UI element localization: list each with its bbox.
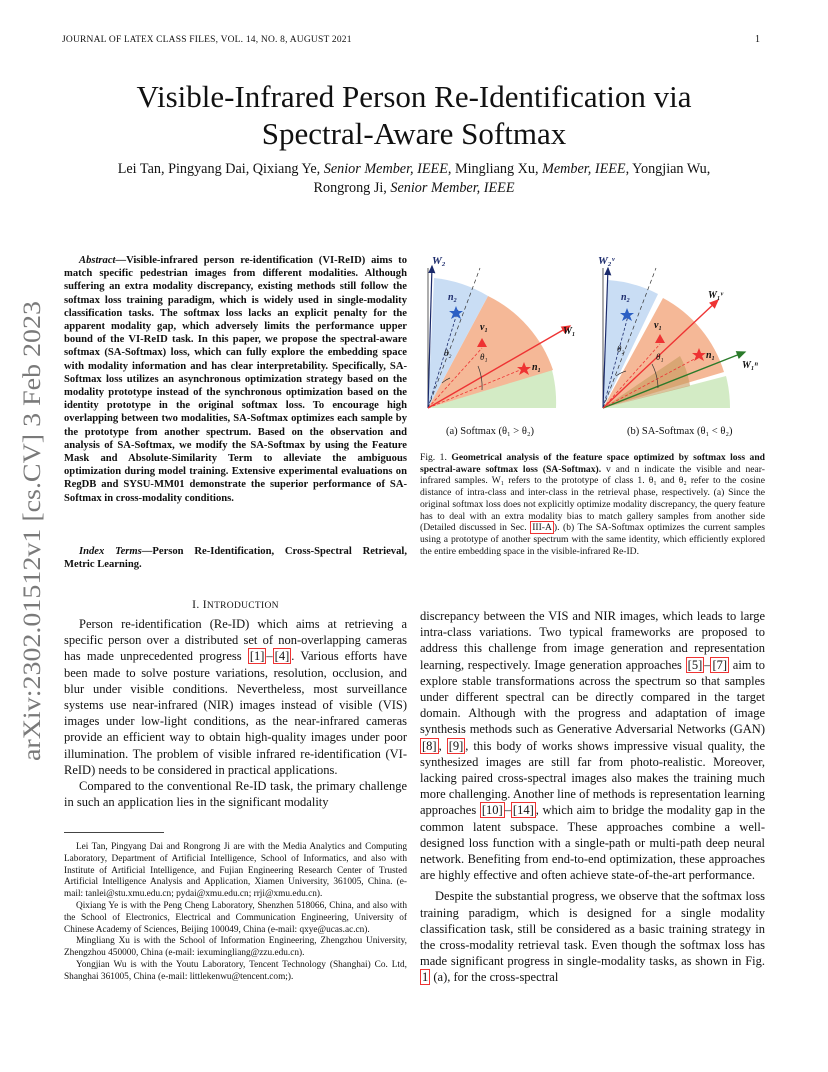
page-number: 1 — [755, 34, 760, 45]
author-role-3: Senior Member, IEEE — [390, 180, 515, 196]
abstract-label: Abstract — [79, 255, 116, 266]
paragraph: Compared to the conventional Re-ID task, the primary challenge in such an application lies in the significant modality — [64, 779, 407, 810]
latex-logo: LATEX — [124, 34, 154, 44]
paragraph: Person re-identification (Re-ID) which aims at retrieving a specific person over a distributed set of non-overlapping cameras has made unprecedented progress [1] – [4] . Various efforts have been made to solve posture variations, resolution, occlusion, and blur under visible conditions. Nevertheless, most surveillance systems use near-infrared (NIR) images instead of visible (VIS) images under low-light conditions, as the near-infrared cameras provide an efficient way to obtain high-quality images under poor illumination. The problem of visible infrared re-identification (VI-ReID) needs to be considered in practical applications. — [64, 617, 407, 777]
label-v1-b: v₁ — [654, 320, 662, 331]
label-n2-a: n₂ — [448, 292, 458, 303]
author-role-2: Member, IEEE — [542, 161, 626, 177]
label-W1n-b: W₁ⁿ — [742, 360, 758, 371]
figure-caption: Fig. 1. Geometrical analysis of the feature space optimized by softmax loss and spectral-aware softmax loss (SA-Softmax). v and n indicate the visible and near-infrared samples. W₁ refers to the prototype of class 1. θ₁ and θ₂ refer to the cosine distance of intra-class and inter-class in the retrieval phase, respectively. (a) Since the original softmax loss does not explicitly optimize modality discrepancy, the query feature has to deal with an extra modality bias to match gallery samples from another side (Detailed discussed in Sec. III-A ). (b) The SA-Softmax optimizes the current samples using a prototype of another spectrum with the same identity, which efficiently explored the entire embedding space in the visible-infrared Re-ID. — [420, 452, 766, 557]
running-header: JOURNAL OF LATEX CLASS FILES, VOL. 14, NO. 8, AUGUST 2021 — [62, 34, 352, 45]
label-n2-b: n₂ — [621, 292, 631, 303]
section-ref-link[interactable]: III-A — [532, 522, 552, 534]
subfigure-b-label: (b) SA-Softmax (θ₁ < θ₂) — [627, 426, 733, 437]
caption-bold: Geometrical analysis of the feature space optimized by softmax loss and spectral-aware softmax loss (SA-Softmax). — [420, 452, 766, 475]
author-role-1: Senior Member, IEEE — [323, 161, 448, 177]
authors-part-2: , Mingliang Xu, — [447, 161, 539, 177]
label-theta1-b: θ₁ — [656, 352, 664, 362]
title-line-1: Visible-Infrared Person Re-Identification via — [136, 79, 692, 114]
subfigure-b — [598, 255, 758, 408]
footnote: Qixiang Ye is with the Peng Cheng Laboratory, Shenzhen 518066, China, and also with the School of Electronics, Electrical and Communication Engineering, University of Chinese Academy of Sciences, Beijing 100049, China (e-mail: qxye@ucas.ac.cn). — [64, 900, 407, 935]
footnote: Mingliang Xu is with the School of Information Engineering, Zhengzhou University, Zhengzhou 450000, China (e-mail: iexumingliang@zzu.edu.cn). — [64, 936, 407, 959]
citation-link[interactable]: [5] — [687, 657, 703, 672]
label-W1v-b: W₁ᵛ — [708, 290, 723, 301]
label-n1-b: n₁ — [706, 350, 716, 361]
label-theta2-b: θ₂ — [617, 344, 625, 354]
paragraph: discrepancy between the VIS and NIR images, which leads to large intra-class variations. Two typical frameworks are proposed to address this challenge from image generation and representation learning, respectively. Image generation approaches [5] – [7] aim to explore stable transformations across the spectrum so that samples under different spectral can be directly compared in the target domain. Although with the progress and adaptation of image synthesis methods such as Generative Adversarial Networks (GAN) [8] , [9] , this body of works shows impressive visual quality, the synthesized images are still far from photo-realistic. Moreover, lacking paired cross-spectral images also makes the training much more challenging. Another line of methods is representation learning approaches [10] – [14] , which aim to bridge the modality gap in the common latent subspace. These approaches combine a well-designed loss function with a single-path or multi-path deep neural network. Benefiting from end-to-end optimization, these approaches are highly effective and often achieve state-of-the-art performance. — [420, 609, 765, 883]
paragraph: Despite the substantial progress, we observe that the softmax loss training paradigm, which is designed for a single modality classification task, still be considered as a basic training strategy in the cross-modality retrieval task. Even though the softmax loss has made significant progress in single-modality tasks, as shown in Fig. 1 (a), for the cross-spectral — [420, 889, 765, 985]
arxiv-stamp — [10, 295, 50, 765]
paper-title — [62, 78, 766, 152]
footnote-rule — [64, 832, 164, 833]
citation-link[interactable]: [1] — [249, 649, 265, 664]
figure-ref-link[interactable]: 1 — [422, 970, 429, 985]
footnotes — [64, 842, 407, 984]
label-W2-a: W₂ — [432, 255, 446, 267]
body-left-column — [64, 616, 407, 810]
subfigure-a — [428, 255, 575, 408]
citation-link[interactable]: [10] — [481, 803, 503, 818]
footnote: Yongjian Wu is with the Youtu Laboratory, Tencent Technology (Shanghai) Co. Ltd, Shanghai 361005, China (e-mail: littlekenwu@tencent.com;). — [64, 959, 407, 982]
author-list — [62, 160, 766, 198]
figure-1-diagram — [420, 248, 765, 448]
label-theta2-a: θ₂ — [444, 348, 452, 358]
citation-link[interactable]: [14] — [512, 803, 534, 818]
label-theta1-a: θ₁ — [480, 352, 488, 362]
index-terms — [64, 545, 407, 571]
label-W2v-b: W₂ᵛ — [598, 255, 615, 267]
abstract — [64, 254, 407, 505]
index-terms-label: Index Terms — [79, 546, 142, 557]
abstract-text: —Visible-infrared person re-identification (VI-ReID) aims to match specific pedestrian images from different modalities. Although suffering an extra modality discrepancy, existing methods still follow the softmax loss training paradigm, which is widely used in single-modality classification tasks. The softmax loss lacks an explicit penalty for the apparent modality gap, which adversely limits the performance upper bound of the VI-ReID task. In this paper, we propose the spectral-aware softmax (SA-Softmax) loss, which can fully explore the embedding space with modality information and has clear interpretability. Specifically, SA-Softmax loss utilizes an asynchronous optimization strategy based on the modality prototype instead of the synchronous optimization based on the identity prototype in the original softmax loss. To encourage high overlapping between two modalities, SA-Softmax optimizes each sample by the prototype from another spectrum. Based on the observation and analysis of SA-Softmax, we modify the SA-Softmax by using the Feature Mask and Absolute-Similarity Term to alleviate the ambiguous optimization during model training. Extensive experimental evaluations on RegDB and SYSU-MM01 demonstrate the superior performance of SA-Softmax in cross-modality conditions. — [64, 255, 407, 504]
arxiv-stamp-text: arXiv:2302.01512v1 [cs.CV] 3 Feb 2023 — [17, 341, 46, 761]
label-v1-a: v₁ — [480, 322, 488, 333]
figure-1 — [420, 248, 765, 448]
subfigure-a-label: (a) Softmax (θ₁ > θ₂) — [446, 426, 535, 437]
authors-part-1: Lei Tan, Pingyang Dai, Qixiang Ye, — [117, 161, 321, 177]
index-terms-text: —Person Re-Identification, Cross-Spectral Retrieval, Metric Learning. — [64, 546, 407, 571]
authors-part-4: Rongrong Ji, — [313, 180, 387, 196]
label-W1-a: W₁ — [563, 326, 576, 337]
citation-link[interactable]: [9] — [448, 738, 464, 753]
body-right-column — [420, 608, 765, 986]
footnote: Lei Tan, Pingyang Dai and Rongrong Ji are with the Media Analytics and Computing Laboratory, Department of Artificial Intelligence, School of Informatics, and also with Institute of Artificial Intelligence, and Fujian Engineering Research Center of Trusted Artificial Intelligence Analysis and Application, Xiamen University, 361005, China. (e-mail: tanlei@stu.xmu.edu.cn; pydai@xmu.edu.cn; rrji@xmu.edu.cn). — [64, 842, 407, 900]
caption-label: Fig. 1. — [420, 452, 447, 463]
title-line-2: Spectral-Aware Softmax — [261, 116, 567, 151]
citation-link[interactable]: [7] — [712, 657, 728, 672]
section-heading: I. INTRODUCTION — [192, 598, 279, 611]
authors-part-3: , Yongjian Wu, — [625, 161, 711, 177]
citation-link[interactable]: [8] — [422, 738, 437, 753]
label-n1-a: n₁ — [532, 362, 542, 373]
citation-link[interactable]: [4] — [274, 649, 290, 664]
